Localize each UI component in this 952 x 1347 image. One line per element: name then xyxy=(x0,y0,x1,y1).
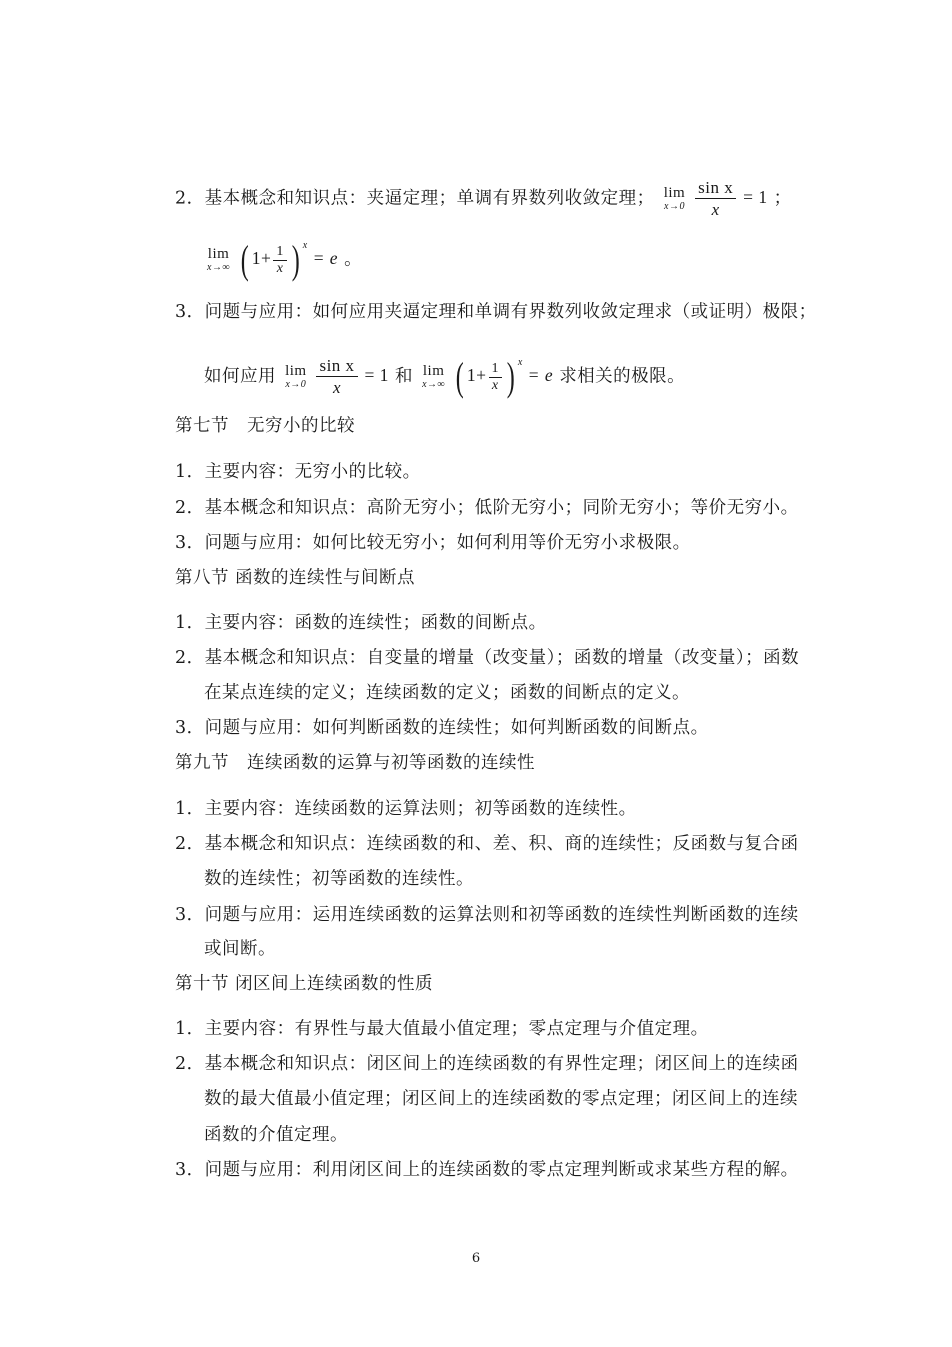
lim-word: lim xyxy=(285,363,307,379)
section-title: 第七节 无穷小的比较 xyxy=(175,416,355,436)
list-item-continuation: 函数的介值定理。 xyxy=(204,1125,348,1145)
formula-e-limit: lim x→∞ ( 1+ $\frac{1}{x}$ ) $^x$ = e xyxy=(207,237,339,282)
frac-denominator: x xyxy=(491,377,499,393)
list-item: 2．基本概念和知识点：连续函数的和、差、积、商的连续性；反函数与复合函 xyxy=(175,834,799,854)
list-item: 3．问题与应用：如何判断函数的连续性；如何判断函数的间断点。 xyxy=(175,718,709,738)
frac-denominator: x xyxy=(276,260,284,276)
section-title: 第八节 函数的连续性与间断点 xyxy=(175,568,416,588)
page-number: 6 xyxy=(471,1251,481,1266)
frac-numerator: sin x xyxy=(316,356,357,377)
list-item: 1．主要内容：连续函数的运算法则；初等函数的连续性。 xyxy=(175,799,637,819)
list-item: 1．主要内容：有界性与最大值最小值定理；零点定理与介值定理。 xyxy=(175,1019,709,1039)
list-item: 3．问题与应用：如何比较无穷小；如何利用等价无穷小求极限。 xyxy=(175,533,691,553)
item-text-suffix: 求相关的极限。 xyxy=(559,366,686,387)
list-item: 2．基本概念和知识点：自变量的增量（改变量）；函数的增量（改变量）；函数 xyxy=(175,648,800,668)
exponent: x xyxy=(517,357,523,369)
list-item: 2．基本概念和知识点：高阶无穷小；低阶无穷小；同阶无穷小；等价无穷小。 xyxy=(175,498,799,518)
list-item: 3．问题与应用：运用连续函数的运算法则和初等函数的连续性判断函数的连续 xyxy=(175,905,799,925)
item-text-and: 和 xyxy=(395,366,414,387)
lim-subscript: x→∞ xyxy=(422,379,446,390)
list-item: 2．基本概念和知识点：闭区间上的连续函数的有界性定理；闭区间上的连续函 xyxy=(175,1054,799,1074)
formula-sinx-limit xyxy=(282,356,389,398)
lim-word: lim xyxy=(422,363,445,379)
item-text-suffix: 。 xyxy=(344,249,363,270)
lim-word: lim xyxy=(207,246,230,262)
section6-item2 xyxy=(175,178,792,220)
list-item: 3．问题与应用：利用闭区间上的连续函数的零点定理判断或求某些方程的解。 xyxy=(175,1160,799,1180)
item-text: 如何应用 xyxy=(204,366,276,387)
formula-sinx-limit xyxy=(661,178,768,220)
list-item-continuation: 或间断。 xyxy=(204,939,276,959)
equals-e: = e xyxy=(527,365,554,386)
list-item: 1．主要内容：无穷小的比较。 xyxy=(175,462,421,482)
equals-one: = 1 xyxy=(364,365,389,386)
section-title: 第十节 闭区间上连续函数的性质 xyxy=(175,974,434,994)
one-plus: 1+ xyxy=(251,248,272,269)
frac-numerator: 1 xyxy=(273,244,287,261)
item-text: 2．基本概念和知识点：夹逼定理；单调有界数列收敛定理； xyxy=(175,188,655,209)
lim-subscript: x→∞ xyxy=(207,262,231,273)
frac-denominator: x xyxy=(332,378,342,397)
one-plus: 1+ xyxy=(466,365,487,386)
list-item-continuation: 数的最大值最小值定理；闭区间上的连续函数的零点定理；闭区间上的连续 xyxy=(204,1089,798,1109)
section6-item3-formulas xyxy=(204,356,685,398)
equals-e: = e xyxy=(312,248,339,269)
section-title: 第九节 连续函数的运算与初等函数的连续性 xyxy=(175,753,535,773)
item-text-suffix: ； xyxy=(773,188,792,209)
exponent: x xyxy=(302,240,308,252)
lim-subscript: x→0 xyxy=(664,201,685,212)
section6-item3: 3．问题与应用：如何应用夹逼定理和单调有界数列收敛定理求（或证明）极限； xyxy=(175,302,817,322)
frac-numerator: sin x xyxy=(695,178,736,199)
equals-one: = 1 xyxy=(743,187,768,208)
list-item: 1．主要内容：函数的连续性；函数的间断点。 xyxy=(175,613,547,633)
frac-denominator: x xyxy=(711,200,720,219)
list-item-continuation: 在某点连续的定义；连续函数的定义；函数的间断点的定义。 xyxy=(204,683,690,703)
section6-item2-formula-e xyxy=(204,237,363,282)
formula-e-limit: lim x→∞ ( 1+ $\frac{1}{x}$ ) $^x$ = e xyxy=(422,354,554,399)
list-item-continuation: 数的连续性；初等函数的连续性。 xyxy=(204,869,474,889)
lim-subscript: x→0 xyxy=(285,379,307,390)
lim-word: lim xyxy=(663,185,686,201)
frac-numerator: 1 xyxy=(489,361,503,378)
